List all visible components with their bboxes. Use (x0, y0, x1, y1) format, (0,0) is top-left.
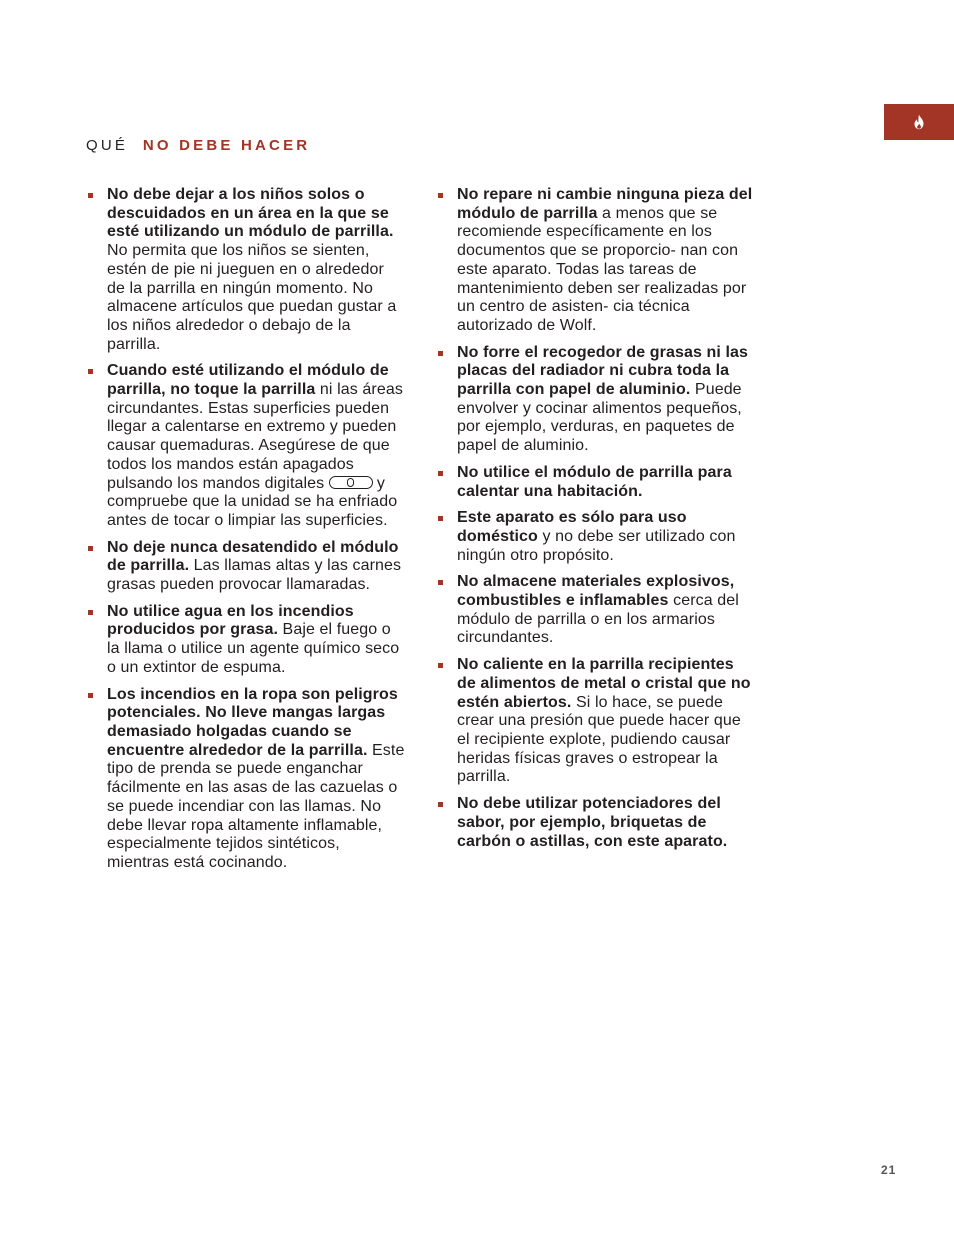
bullet-icon (438, 193, 443, 198)
list-item (88, 603, 406, 678)
right-column (438, 186, 756, 859)
item-bold-text: No deje nunca desatendido el módulo de parrilla. (107, 538, 399, 575)
section-tab (884, 104, 954, 140)
item-text-after-icon: y compruebe que la unidad se ha enfriado antes de tocar o limpiar las superficies. (107, 474, 398, 529)
item-bold-text: No almacene materiales explosivos, combustibles e inflamables (457, 573, 735, 610)
flame-icon (912, 114, 926, 130)
page-number: 21 (881, 1163, 897, 1177)
list-item (438, 344, 756, 456)
item-text: a menos que se recomiende específicamente en los documentos que se proporcio- nan con este aparato. Todas las tareas de mantenimiento deben ser realizadas por un centro de asisten- cia técnica autorizado de Wolf. (457, 204, 747, 334)
item-text: y no debe ser utilizado con ningún otro propósito. (457, 527, 736, 564)
item-bold-text: No caliente en la parrilla recipientes de alimentos de metal o cristal que no estén abiertos. (457, 656, 751, 711)
item-bold-text: No utilice el módulo de parrilla para calentar una habitación. (457, 463, 732, 500)
bullet-icon (438, 802, 443, 807)
section-heading (86, 137, 310, 154)
digital-knob-icon (329, 476, 373, 489)
bullet-icon (88, 693, 93, 698)
bullet-icon (438, 516, 443, 521)
item-bold-text: No utilice agua en los incendios producidos por grasa. (107, 602, 354, 639)
list-item (88, 686, 406, 873)
item-text: Si lo hace, se puede crear una presión que puede hacer que el recipiente explote, pudiendo causar heridas físicas graves o estropear la parrilla. (457, 693, 741, 786)
heading-prefix: QUÉ (86, 137, 129, 154)
list-item (438, 464, 756, 501)
item-text: Baje el fuego o la llama o utilice un agente químico seco o un extintor de espuma. (107, 621, 400, 676)
heading-accent: NO DEBE HACER (142, 137, 311, 154)
list-item (438, 186, 756, 336)
bullet-icon (438, 351, 443, 356)
list-item (88, 362, 406, 530)
item-text: No permita que los niños se sienten, estén de pie ni jueguen en o alrededor de la parrilla en ningún momento. No almacene artículos que puedan gustar a los niños alrededor o debajo de la parrilla. (107, 242, 397, 353)
list-item (438, 795, 756, 851)
item-bold-text: Los incendios en la ropa son peligros potenciales. No lleve mangas largas demasiado holgadas cuando se encuentre alrededor de la parrilla. (107, 685, 398, 759)
bullet-icon (88, 193, 93, 198)
list-item (88, 539, 406, 595)
bullet-icon (88, 369, 93, 374)
list-item (438, 509, 756, 565)
item-text: cerca del módulo de parrilla o en los armarios circundantes. (457, 592, 739, 647)
item-text: ni las áreas circundantes. Estas superficies pueden llegar a calentarse en extremo y pueden causar quemaduras. Asegúrese de que todos los mandos están apagados pulsando los mandos digitales (107, 381, 403, 492)
item-text: Puede envolver y cocinar alimentos pequeños, por ejemplo, verduras, en paquetes de papel de aluminio. (457, 381, 742, 455)
list-item (438, 573, 756, 648)
list-item (88, 186, 406, 354)
left-column (88, 186, 406, 881)
list-item (438, 656, 756, 787)
item-bold-text: Este aparato es sólo para uso doméstico (457, 509, 687, 545)
item-bold-text: No debe dejar a los niños solos o descuidados en un área en la que se esté utilizando un módulo de parrilla. (107, 186, 394, 241)
bullet-icon (88, 546, 93, 551)
bullet-icon (88, 610, 93, 615)
item-text: Este tipo de prenda se puede enganchar fácilmente en las asas de las cazuelas o se puede incendiar con las llamas. No debe llevar ropa altamente inflamable, especialmente tejidos sintéticos, mientras está cocinando. (107, 741, 405, 871)
bullet-icon (438, 663, 443, 668)
item-bold-text: No forre el recogedor de grasas ni las placas del radiador ni cubra toda la parrilla con papel de aluminio. (457, 343, 749, 399)
bullet-icon (438, 580, 443, 585)
bullet-icon (438, 471, 443, 476)
item-text: Las llamas altas y las carnes grasas pueden provocar llamaradas. (107, 557, 402, 594)
item-bold-text: Cuando esté utilizando el módulo de parrilla, no toque la parrilla (107, 362, 389, 399)
item-bold-text: No repare ni cambie ninguna pieza del módulo de parrilla (457, 186, 753, 222)
item-bold-text: No debe utilizar potenciadores del sabor, por ejemplo, briquetas de carbón o astillas, con este aparato. (457, 795, 728, 850)
